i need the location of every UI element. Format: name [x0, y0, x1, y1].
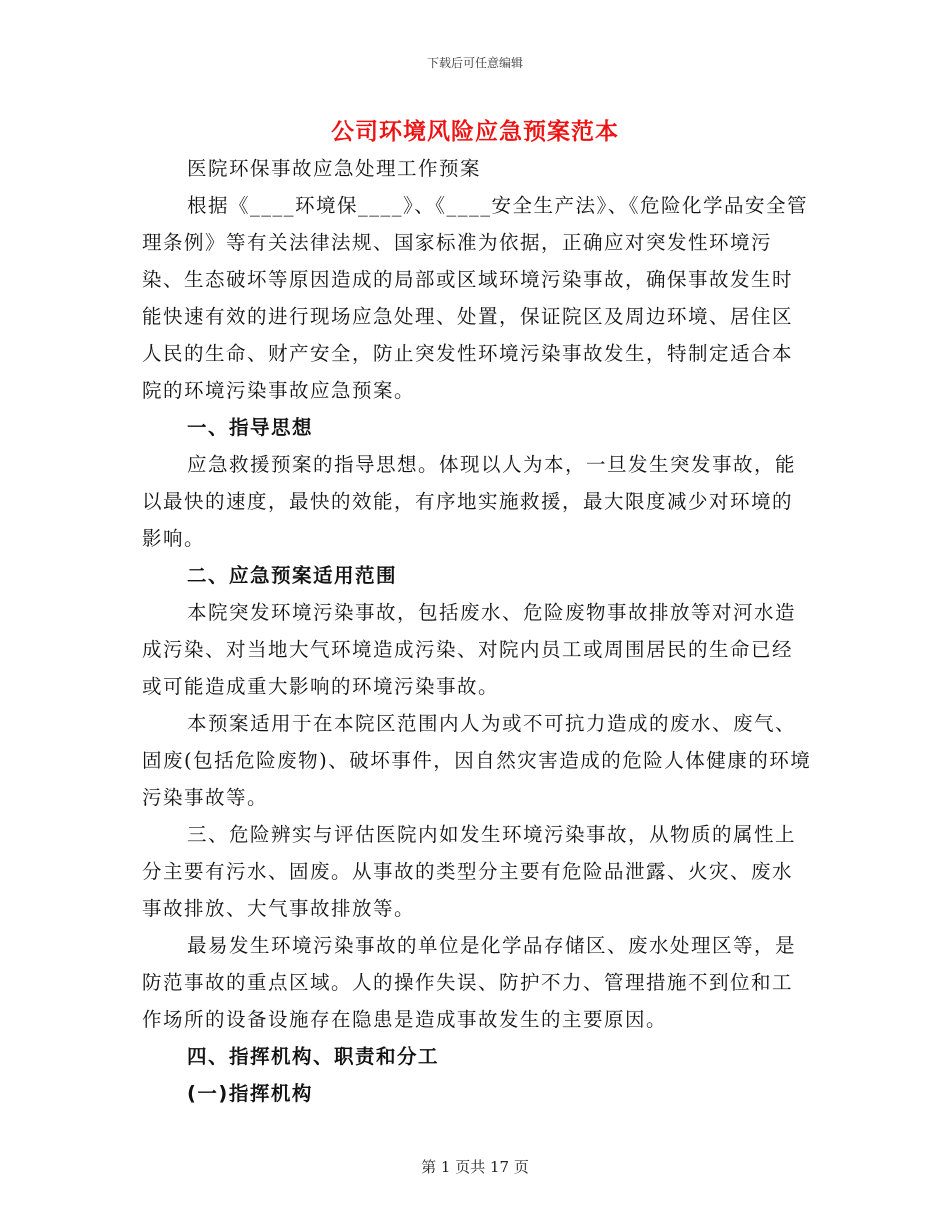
paragraph-scope-a: 本院突发环境污染事故，包括废水、危险废物事故排放等对河水造成污染、对当地大气环境造成污染、对院内员工或周围居民的生命已经或可能造成重大影响的环境污染事故。 — [142, 601, 797, 698]
paragraph-scope-b: 本预案适用于在本院区范围内人为或不可抗力造成的废水、废气、固废(包括危险废物)、破坏事件，因自然灾害造成的危险人体健康的环境污染事故等。 — [142, 712, 812, 809]
page-number-footer: 第 1 页共 17 页 — [421, 1158, 529, 1176]
document-title: 公司环境风险应急预案范本 — [331, 119, 619, 145]
paragraph-risk-assessment: 三、危险辨实与评估医院内如发生环境污染事故，从物质的属性上分主要有污水、固废。从事故的类型分主要有危险品泄露、火灾、废水事故排放、大气事故排放等。 — [142, 823, 797, 920]
paragraph-key-areas: 最易发生环境污染事故的单位是化学品存储区、废水处理区等，是防范事故的重点区域。人的操作失误、防护不力、管理措施不到位和工作场所的设备设施存在隐患是造成事故发生的主要原因。 — [142, 934, 797, 1031]
paragraph-intro: 根据《____环境保____》、《____安全生产法》、《危险化学品安全管理条例》等有关法律法规、国家标准为依据，正确应对突发性环境污染、生态破坏等原因造成的局部或区域环境污染事故，确保事故发生时能快速有效的进行现场应急处理、处置，保证院区及周边环境、居住区人民的生命、财产安全，防止突发性环境污染事故发生，特制定适合本院的环境污染事故应急预案。 — [142, 194, 809, 402]
section-heading-guiding-ideology: 一、指导思想 — [187, 416, 314, 439]
paragraph-guiding-ideology: 应急救援预案的指导思想。体现以人为本，一旦发生突发事故，能以最快的速度，最快的效能，有序地实施救援，最大限度减少对环境的影响。 — [142, 453, 797, 550]
document-subtitle: 医院环保事故应急处理工作预案 — [187, 157, 482, 180]
section-heading-scope: 二、应急预案适用范围 — [187, 564, 398, 587]
subsection-heading-command-body: (一)指挥机构 — [187, 1082, 313, 1105]
page-header-note: 下载后可任意编辑 — [426, 56, 523, 70]
document-body — [142, 150, 812, 1112]
section-heading-command: 四、指挥机构、职责和分工 — [187, 1045, 440, 1068]
